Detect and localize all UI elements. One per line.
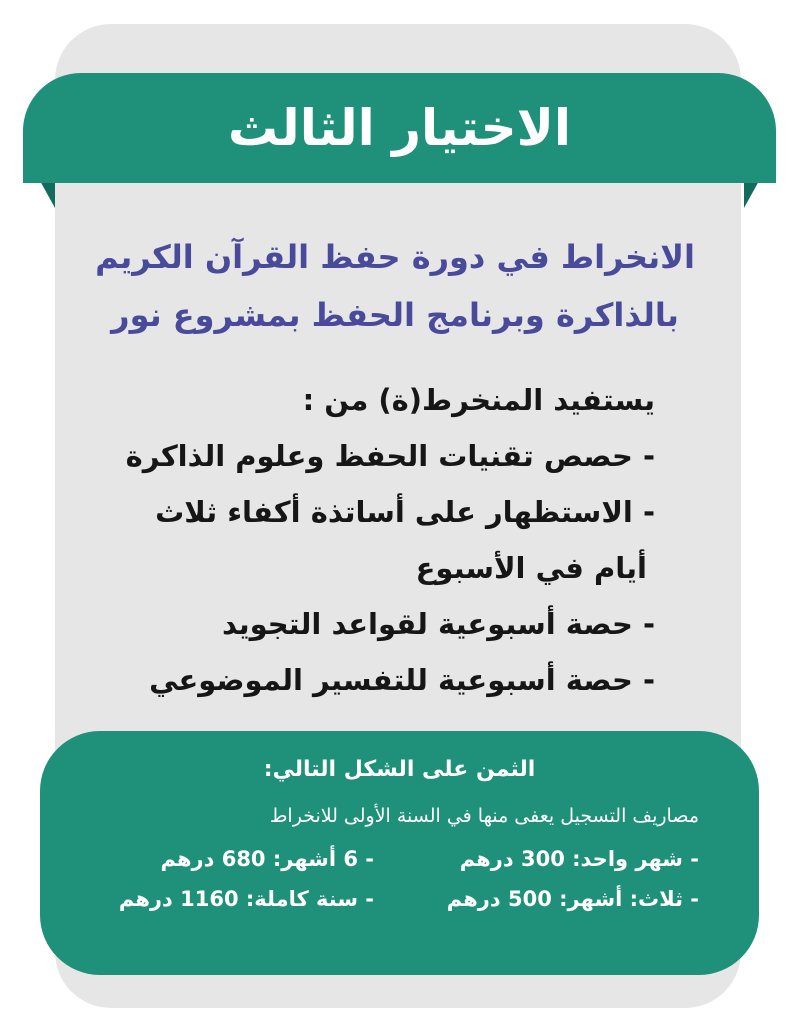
page-title: الاختيار الثالث xyxy=(228,99,571,157)
title-banner xyxy=(23,73,776,183)
price-option: - شهر واحد: 300 درهم xyxy=(459,847,699,871)
price-option: - سنة كاملة: 1160 درهم xyxy=(118,887,374,911)
benefit-item: - حصص تقنيات الحفظ وعلوم الذاكرة xyxy=(125,439,655,473)
pricing-row xyxy=(80,843,699,875)
benefit-item: - حصة أسبوعية للتفسير الموضوعي xyxy=(149,663,655,697)
benefit-item: - الاستظهار على أساتذة أكفاء ثلاث xyxy=(155,495,655,529)
benefits-intro: يستفيد المنخرط(ة) من : xyxy=(302,383,655,417)
price-option: - 6 أشهر: 680 درهم xyxy=(160,847,374,871)
subtitle-line-2: بالذاكرة وبرنامج الحفظ بمشروع نور xyxy=(111,296,679,334)
pricing-title: الثمن على الشكل التالي: xyxy=(263,757,536,782)
subtitle-line-1: الانخراط في دورة حفظ القرآن الكريم xyxy=(95,238,695,276)
pricing-row xyxy=(80,883,699,915)
benefit-item-continuation: أيام في الأسبوع xyxy=(415,551,647,585)
benefit-item: - حصة أسبوعية لقواعد التجويد xyxy=(221,607,655,641)
benefits-list xyxy=(95,372,655,708)
pricing-note: مصاريف التسجيل يعفى منها في السنة الأولى للانخراط xyxy=(269,805,699,827)
price-option: - ثلاث: أشهر: 500 درهم xyxy=(446,887,699,911)
pricing-box xyxy=(40,731,759,975)
subtitle xyxy=(70,228,720,344)
